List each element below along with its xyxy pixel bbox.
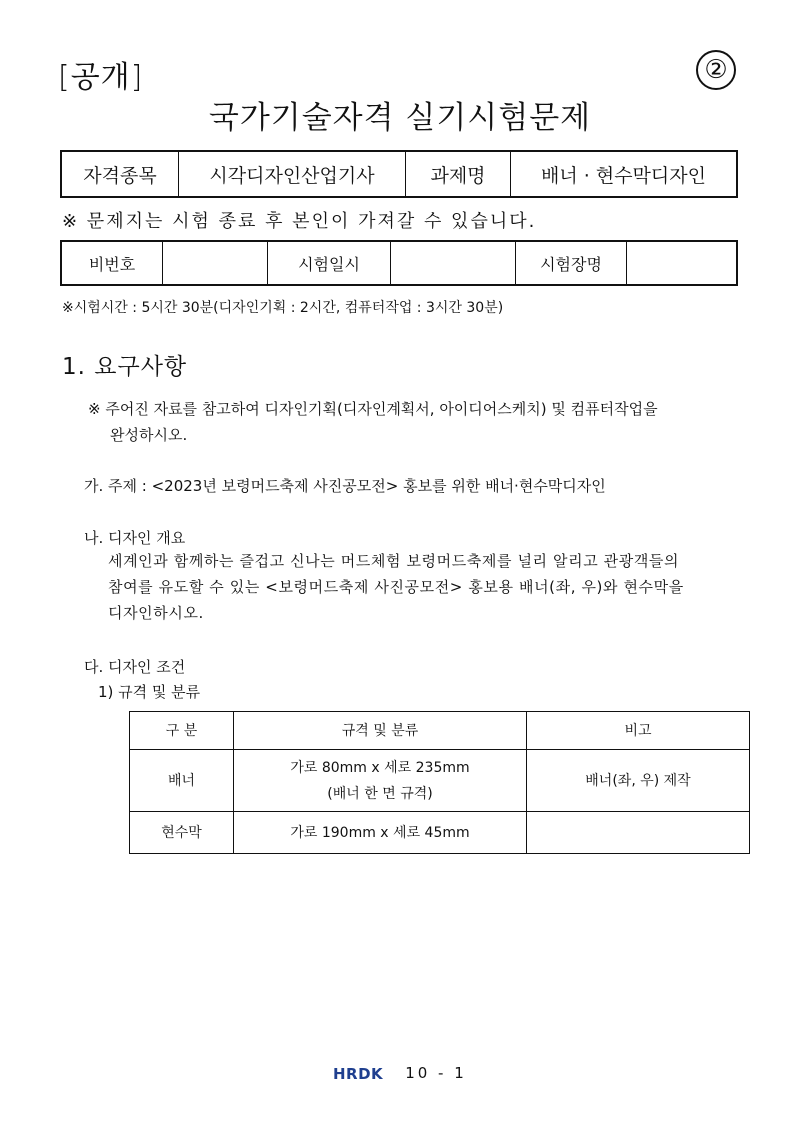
requirement-note: [88, 396, 748, 448]
hrdk-logo-icon: [333, 1065, 391, 1081]
table-header: 비고: [527, 712, 750, 750]
qualification-info-table: [60, 150, 738, 198]
table-cell: 배너: [130, 750, 234, 812]
value-seat-number: [163, 241, 268, 285]
page-number: 10 - 1: [405, 1064, 467, 1082]
svg-text:HRDK: HRDK: [333, 1065, 384, 1081]
page-footer: [0, 1064, 800, 1082]
value-exam-date: [391, 241, 516, 285]
table-header-row: [130, 712, 750, 750]
hrdk-logo: [333, 1065, 391, 1081]
label-qualification: 자격종목: [61, 151, 179, 197]
value-task-name: 배너 · 현수막디자인: [511, 151, 738, 197]
label-exam-date: 시험일시: [268, 241, 391, 285]
table-cell: 배너(좌, 우) 제작: [527, 750, 750, 812]
overview-line: 디자인하시오.: [108, 604, 204, 622]
table-header: 규격 및 분류: [234, 712, 527, 750]
overview-heading: 나. 디자인 개요: [84, 529, 186, 547]
exam-time-text: ※시험시간 : 5시간 30분(디자인기획 : 2시간, 컴퓨터작업 : 3시간 30분): [62, 300, 504, 316]
label-exam-site: 시험장명: [516, 241, 627, 285]
table-row: [130, 812, 750, 854]
value-qualification: 시각디자인산업기사: [179, 151, 406, 197]
spec-line: 가로 80mm x 세로 235mm: [290, 759, 470, 776]
table-header: 구 분: [130, 712, 234, 750]
table-cell: 현수막: [130, 812, 234, 854]
conditions-subheading: 1) 규격 및 분류: [98, 683, 201, 701]
label-task-name: 과제명: [406, 151, 511, 197]
overview-body: [108, 548, 748, 626]
exam-id-table: [60, 240, 738, 286]
topic-text: 가. 주제 : <2023년 보령머드축제 사진공모전> 홍보를 위한 배너·현수막디자인: [84, 477, 606, 495]
public-label: [공개]: [58, 60, 144, 95]
overview-line: 세계인과 함께하는 즐겁고 신나는 머드체험 보령머드축제를 널리 알리고 관광객들의: [108, 552, 680, 570]
table-row: [130, 750, 750, 812]
requirement-line: 완성하시오.: [110, 426, 188, 444]
table-cell: 가로 190mm x 세로 45mm: [234, 812, 527, 854]
requirement-line: ※ 주어진 자료를 참고하여 디자인기획(디자인계획서, 아이디어스케치) 및 컴퓨터작업을: [88, 400, 658, 418]
table-cell: [527, 812, 750, 854]
notice-text: ※ 문제지는 시험 종료 후 본인이 가져갈 수 있습니다.: [62, 211, 537, 232]
spec-line: (배너 한 면 규격): [327, 785, 433, 802]
problem-number-badge: ②: [696, 50, 736, 90]
table-cell: [234, 750, 527, 812]
overview-line: 참여를 유도할 수 있는 <보령머드축제 사진공모전> 홍보용 배너(좌, 우)와 현수막을: [108, 578, 684, 596]
section-title: 1. 요구사항: [62, 354, 188, 380]
spec-table: [129, 711, 750, 854]
page-title: 국가기술자격 실기시험문제: [208, 100, 592, 136]
value-exam-site: [627, 241, 738, 285]
label-seat-number: 비번호: [61, 241, 163, 285]
conditions-heading: 다. 디자인 조건: [84, 658, 186, 676]
